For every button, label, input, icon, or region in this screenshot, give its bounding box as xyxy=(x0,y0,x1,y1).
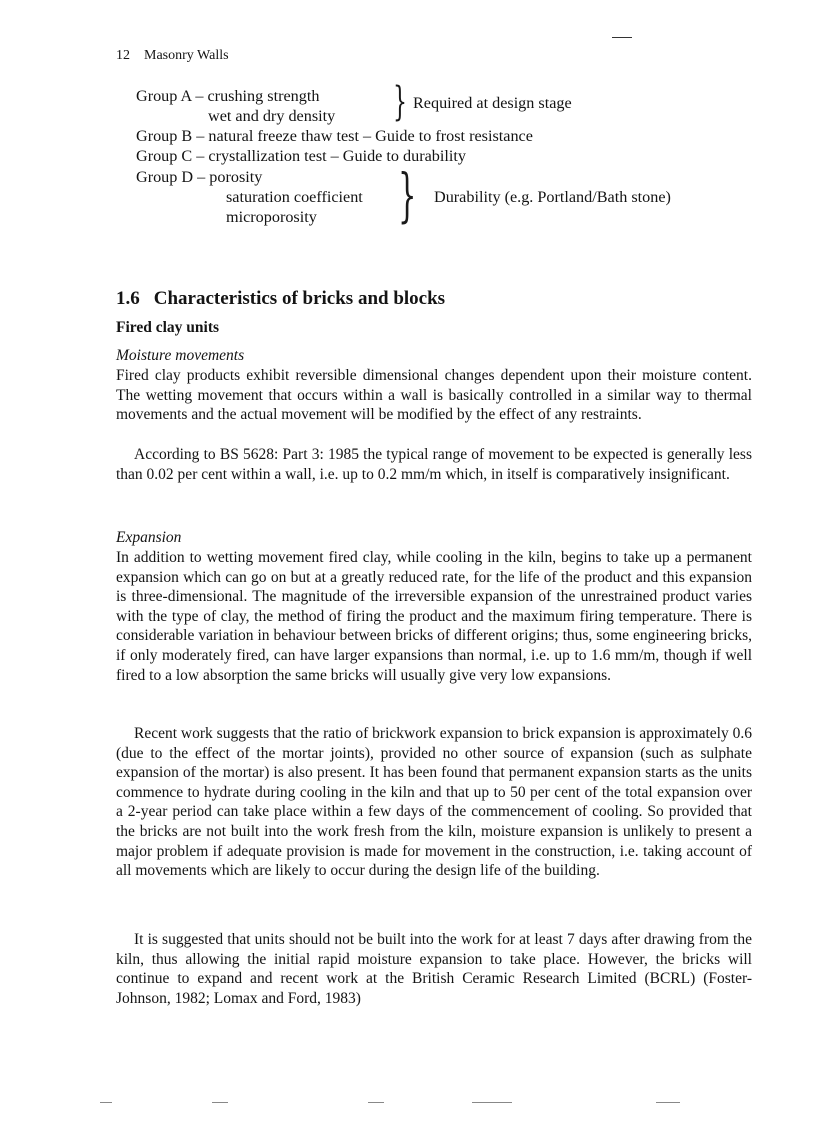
group-d-note: Durability (e.g. Portland/Bath stone) xyxy=(434,188,671,206)
scan-mark xyxy=(212,1102,228,1103)
group-b: Group B – natural freeze thaw test – Guide to frost resistance xyxy=(136,127,533,145)
running-head xyxy=(116,47,229,65)
brace-icon: } xyxy=(398,161,417,229)
moisture-heading: Moisture movements xyxy=(116,347,245,364)
moisture-paragraph-2: According to BS 5628: Part 3: 1985 the typical range of movement to be expected is generally less than 0.02 per cent within a wall, i.e. up to 0.2 mm/m which, in itself is comparatively insignificant. xyxy=(116,446,752,483)
group-c: Group C – crystallization test – Guide to durability xyxy=(136,147,466,165)
group-a-note: Required at design stage xyxy=(413,94,572,112)
brace-icon: } xyxy=(393,79,407,125)
running-head-title: Masonry Walls xyxy=(144,48,229,63)
subheading: Fired clay units xyxy=(116,319,220,336)
section-title: Characteristics of bricks and blocks xyxy=(153,288,446,309)
page-number: 12 xyxy=(116,48,130,63)
group-d-label: Group D – porosity xyxy=(136,168,263,186)
scan-mark xyxy=(100,1102,112,1103)
expansion-paragraph-1: In addition to wetting movement fired clay, while cooling in the kiln, begins to take up a permanent expansion which can go on but at a greatly reduced rate, for the life of the product and this expansion is three-dimensional. The magnitude of the irreversible expansion of the unrestrained product varies with the type of clay, the method of firing the product and the maximum firing temperature. There is considerable variation in behaviour between bricks of different origins; thus, some engineering bricks, if only moderately fired, can have larger expansions than normal, i.e. up to 1.6 mm/m, though if well fired to a low absorption the same bricks will usually give very low expansions. xyxy=(116,549,752,684)
moisture-paragraph-1: Fired clay products exhibit reversible dimensional changes dependent upon their moisture content. The wetting movement that occurs within a wall is basically controlled in a similar way to thermal movements and the actual movement will be modified by the effect of any restraints. xyxy=(116,367,752,424)
scan-mark xyxy=(656,1102,680,1103)
group-d-line3: microporosity xyxy=(226,208,317,226)
group-d-line2: saturation coefficient xyxy=(226,188,363,206)
scan-mark-top xyxy=(612,37,632,38)
expansion-heading: Expansion xyxy=(116,529,182,546)
group-a-label: Group A – crushing strength xyxy=(136,87,320,105)
section-number: 1.6 xyxy=(116,288,140,309)
section-heading xyxy=(116,287,445,311)
scan-mark xyxy=(368,1102,384,1103)
expansion-paragraph-2: Recent work suggests that the ratio of brickwork expansion to brick expansion is approximately 0.6 (due to the effect of the mortar joints), provided no other source of expansion (such as sulphate expansion of the mortar) is also present. It has been found that permanent expansion starts as the units commence to hydrate during cooling in the kiln and that up to 50 per cent of the total expansion over a 2-year period can take place within a few days of the commencement of cooling. So provided that the bricks are not built into the work fresh from the kiln, moisture expansion is unlikely to present a major problem if adequate provision is made for movement in the construction, i.e. taking account of all movements which are likely to occur during the design life of the building. xyxy=(116,725,752,880)
group-a-line2: wet and dry density xyxy=(208,107,336,125)
scan-mark xyxy=(472,1102,512,1103)
expansion-paragraph-3: It is suggested that units should not be built into the work for at least 7 days after drawing from the kiln, thus allowing the initial rapid moisture expansion to take place. However, the bricks will continue to expand and recent work at the British Ceramic Research Limited (BCRL) (Foster-Johnson, 1982; Lomax and Ford, 1983) xyxy=(116,931,752,1007)
